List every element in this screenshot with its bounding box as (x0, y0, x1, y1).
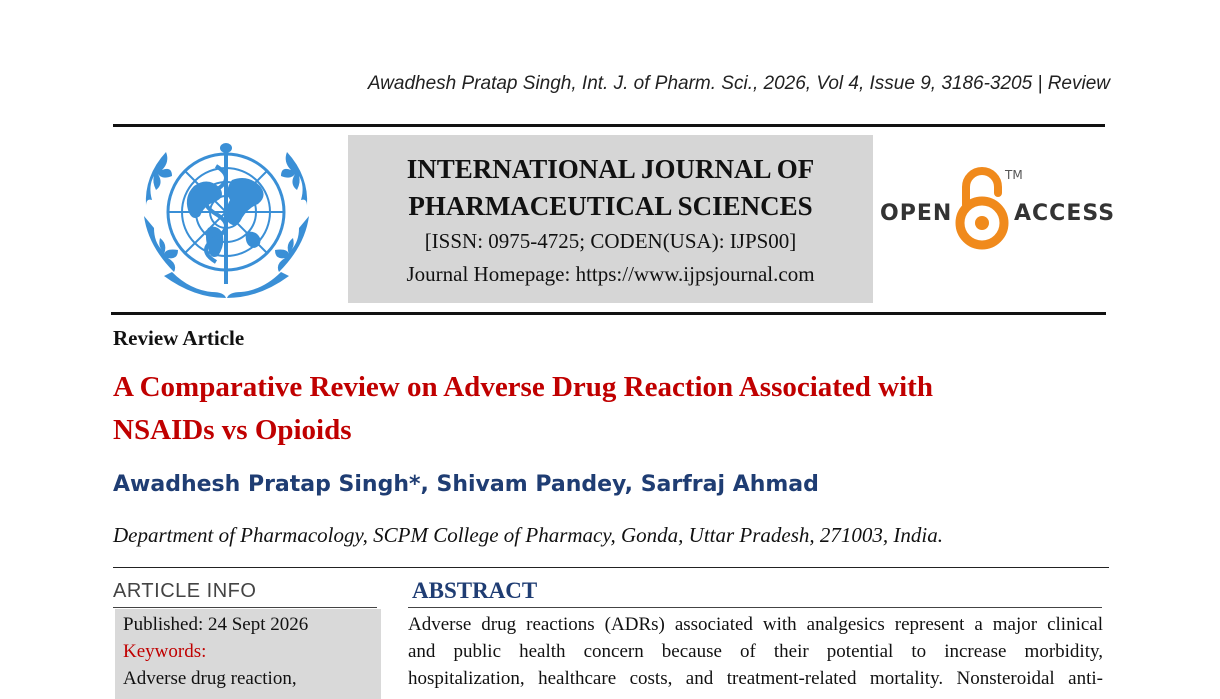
affiliation-rule (113, 567, 1109, 568)
journal-title-line2: PHARMACEUTICAL SCIENCES (408, 191, 813, 221)
article-info-box (115, 609, 381, 699)
article-title-line1: A Comparative Review on Adverse Drug Reaction Associated with (113, 371, 933, 403)
masthead-bottom-rule (111, 312, 1106, 315)
article-info-heading: ARTICLE INFO (113, 580, 257, 602)
article-title-line2: NSAIDs vs Opioids (113, 414, 352, 446)
journal-title-line1: INTERNATIONAL JOURNAL OF (406, 154, 815, 184)
keyword-item: Adverse drug reaction, (123, 668, 297, 689)
article-info-rule (113, 607, 377, 608)
abstract-line: and public health concern because of their potential to increase morbidity, (408, 641, 1103, 662)
keywords-label: Keywords: (123, 641, 207, 662)
running-head: Awadhesh Pratap Singh, Int. J. of Pharm. Sci., 2026, Vol 4, Issue 9, 3186-3205 | Review (367, 73, 1110, 94)
top-rule (113, 124, 1105, 127)
article-title (113, 366, 1093, 452)
journal-emblem-logo (124, 136, 329, 306)
open-access-right-word: ACCESS (1014, 201, 1116, 226)
journal-masthead (348, 135, 873, 303)
published-date: Published: 24 Sept 2026 (123, 614, 309, 635)
abstract-heading: ABSTRACT (412, 578, 538, 603)
abstract-text (408, 611, 1103, 692)
abstract-line: hospitalization, healthcare costs, and treatment-related mortality. Nonsteroidal anti- (408, 668, 1103, 689)
open-access-trademark: TM (1005, 168, 1023, 182)
open-access-left-word: OPEN (880, 201, 953, 226)
article-authors: Awadhesh Pratap Singh*, Shivam Pandey, Sarfraj Ahmad (113, 472, 819, 497)
open-access-logo (880, 165, 1116, 255)
article-affiliation: Department of Pharmacology, SCPM College of Pharmacy, Gonda, Uttar Pradesh, 271003, India. (113, 523, 944, 547)
abstract-rule (408, 607, 1102, 608)
journal-issn: [ISSN: 0975-4725; CODEN(USA): IJPS00] (424, 229, 797, 253)
article-type: Review Article (113, 326, 245, 350)
journal-homepage: Journal Homepage: https://www.ijpsjournal.com (406, 262, 815, 286)
abstract-line: Adverse drug reactions (ADRs) associated with analgesics represent a major clinical (408, 614, 1103, 635)
